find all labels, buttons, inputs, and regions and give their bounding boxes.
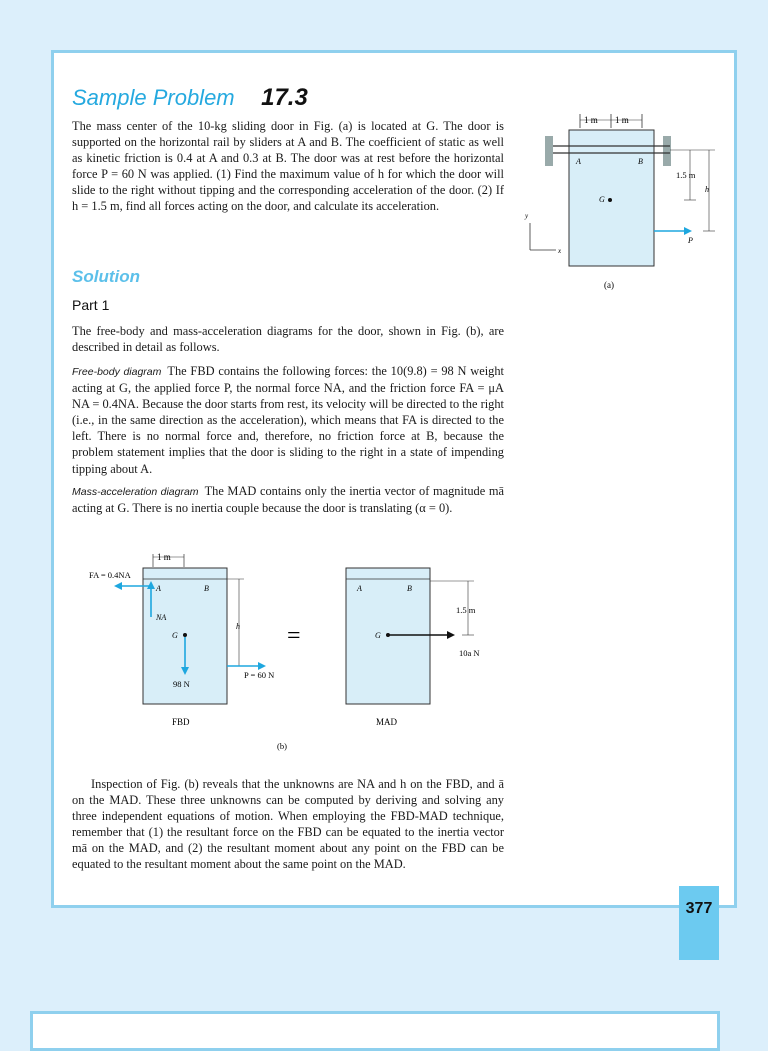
p-label: P = 60 N <box>244 670 275 680</box>
mad-text: The MAD contains only the inertia vector of magnitude mā acting at G. There is no inertia couple because the door is translating (α = 0). <box>72 484 504 516</box>
mass-center-dot <box>608 198 612 202</box>
fbd-h: h <box>236 622 240 631</box>
label-a: A <box>576 157 581 166</box>
equals-sign: = <box>287 623 301 649</box>
solution-intro: The free-body and mass-acceleration diagrams for the door, shown in Fig. (b), are described in detail as follows. <box>72 324 504 355</box>
axis-x: x <box>558 247 562 255</box>
figure-a <box>520 108 725 293</box>
mad-lead: Mass-acceleration diagram <box>72 486 199 498</box>
fbd-dim: 1 m <box>157 552 171 562</box>
caption-b: (b) <box>277 741 287 751</box>
door <box>569 130 654 266</box>
fbd-lead: Free-body diagram <box>72 366 162 378</box>
figure-b <box>84 545 504 760</box>
label-p: P <box>688 236 693 245</box>
mad-caption: MAD <box>376 717 398 727</box>
mad-g: G <box>375 631 381 640</box>
fbd-caption: FBD <box>172 717 190 727</box>
friction-label: FA = 0.4NA <box>89 570 131 580</box>
title-word: Sample Problem <box>72 85 235 110</box>
mad-a: A <box>357 584 362 593</box>
problem-statement: The mass center of the 10-kg sliding door in Fig. (a) is located at G. The door is supported on the horizontal rail by sliders at A and B. The coefficient of static as well as kinetic friction is 0.4 at A and 0.3 at B. The door was at rest before the horizontal force P = 60 N was applied. (1) Find the maximum value of h for which the door will slide to the right without tipping and the corresponding acceleration of the door. (2) If h = 1.5 m, find all forces acting on the door, and calculate its acceleration. <box>72 119 504 214</box>
fbd-text: The FBD contains the following forces: the 10(9.8) = 98 N weight acting at G, the applied force P, the normal force NA, and the friction force FA = μA NA = 0.4NA. Because the door starts from rest, its velocity will be directed to the right (i.e., in the same direction as the acceleration), which means that FA is directed to the left. There is no normal force and, therefore, no friction force at B, because the problem statement implies that the door is sliding to the right in a state of impending tipping about A. <box>72 364 504 476</box>
label-b: B <box>638 157 643 166</box>
title-number: 17.3 <box>261 84 308 111</box>
label-h: h <box>705 185 709 194</box>
mad-1-5m: 1.5 m <box>456 605 476 615</box>
label-1-5m: 1.5 m <box>676 170 696 180</box>
page-number: 377 <box>685 900 713 917</box>
part-heading: Part 1 <box>72 297 110 313</box>
inertia-label: 10a N <box>459 648 480 658</box>
mad-b: B <box>407 584 412 593</box>
normal-label: NA <box>156 613 167 622</box>
mad-paragraph <box>72 483 504 516</box>
fbd-a: A <box>156 584 161 593</box>
label-g: G <box>599 195 605 204</box>
solution-heading: Solution <box>72 267 140 286</box>
fbd-b: B <box>204 584 209 593</box>
inspection-paragraph: Inspection of Fig. (b) reveals that the unknowns are NA and h on the FBD, and ā on the MAD. These three unknowns can be computed by deriving and solving any three independent equations of motion. When employing the FBD-MAD technique, remember that (1) the resultant force on the FBD can be equated to the inertia vector mā on the MAD, and (2) the resultant moment about any point on the FBD can be equated to the resultant moment about the same point on the MAD. <box>72 777 504 872</box>
axis-y: y <box>525 212 529 220</box>
dim-right: 1 m <box>615 115 629 125</box>
right-rail-support <box>663 136 671 166</box>
page-title <box>72 84 308 112</box>
fbd-g: G <box>172 631 178 640</box>
dim-left: 1 m <box>584 115 598 125</box>
page-number-tab <box>679 886 719 960</box>
caption-a: (a) <box>604 280 614 290</box>
fbd-paragraph <box>72 363 504 477</box>
left-rail-support <box>545 136 553 166</box>
next-page-frame <box>30 1011 720 1051</box>
weight-label: 98 N <box>173 679 190 689</box>
